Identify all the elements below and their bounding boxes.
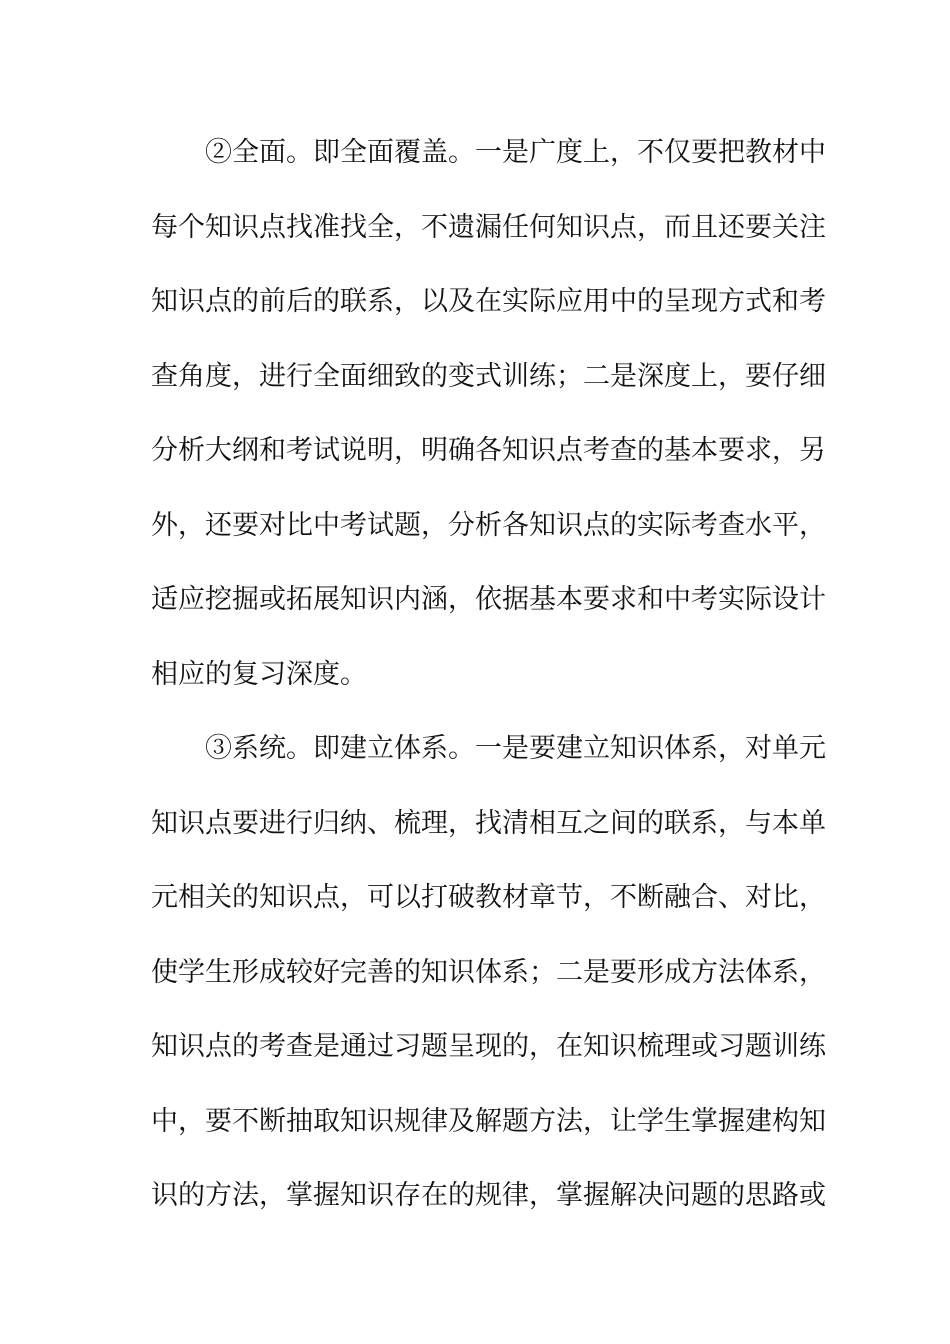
paragraph-2-line-1: ③系统。即建立体系。一是要建立知识体系，对单元 (205, 733, 826, 764)
paragraph-1-line-6: 外，还要对比中考试题，分析各知识点的实际考查水平， (151, 509, 826, 541)
paragraph-1-line-3: 知识点的前后的联系，以及在实际应用中的呈现方式和考 (151, 286, 826, 317)
paragraph-1-line-1: ②全面。即全面覆盖。一是广度上，不仅要把教材中 (205, 137, 826, 168)
paragraph-1-line-4: 查角度，进行全面细致的变式训练；二是深度上，要仔细 (151, 360, 826, 392)
paragraph-2-line-5: 知识点的考查是通过习题呈现的，在知识梳理或习题训练 (151, 1031, 826, 1062)
paragraph-1-line-2: 每个知识点找准找全，不遗漏任何知识点，而且还要关注 (151, 211, 826, 243)
paragraph-2-line-2: 知识点要进行归纳、梳理，找清相互之间的联系，与本单 (151, 807, 826, 839)
paragraph-1-line-8: 相应的复习深度。 (151, 658, 367, 690)
paragraph-1-line-5: 分析大纲和考试说明，明确各知识点考查的基本要求，另 (151, 435, 826, 466)
paragraph-2-line-3: 元相关的知识点，可以打破教材章节，不断融合、对比， (151, 882, 826, 913)
paragraph-2-line-4: 使学生形成较好完善的知识体系；二是要形成方法体系， (151, 956, 826, 988)
paragraph-1-line-7: 适应挖掘或拓展知识内涵，依据基本要求和中考实际设计 (151, 584, 826, 615)
document-body (151, 128, 826, 1246)
paragraph-2-line-7: 识的方法，掌握知识存在的规律，掌握解决问题的思路或 (151, 1180, 826, 1211)
paragraph-2-line-6: 中，要不断抽取知识规律及解题方法，让学生掌握建构知 (151, 1105, 826, 1137)
